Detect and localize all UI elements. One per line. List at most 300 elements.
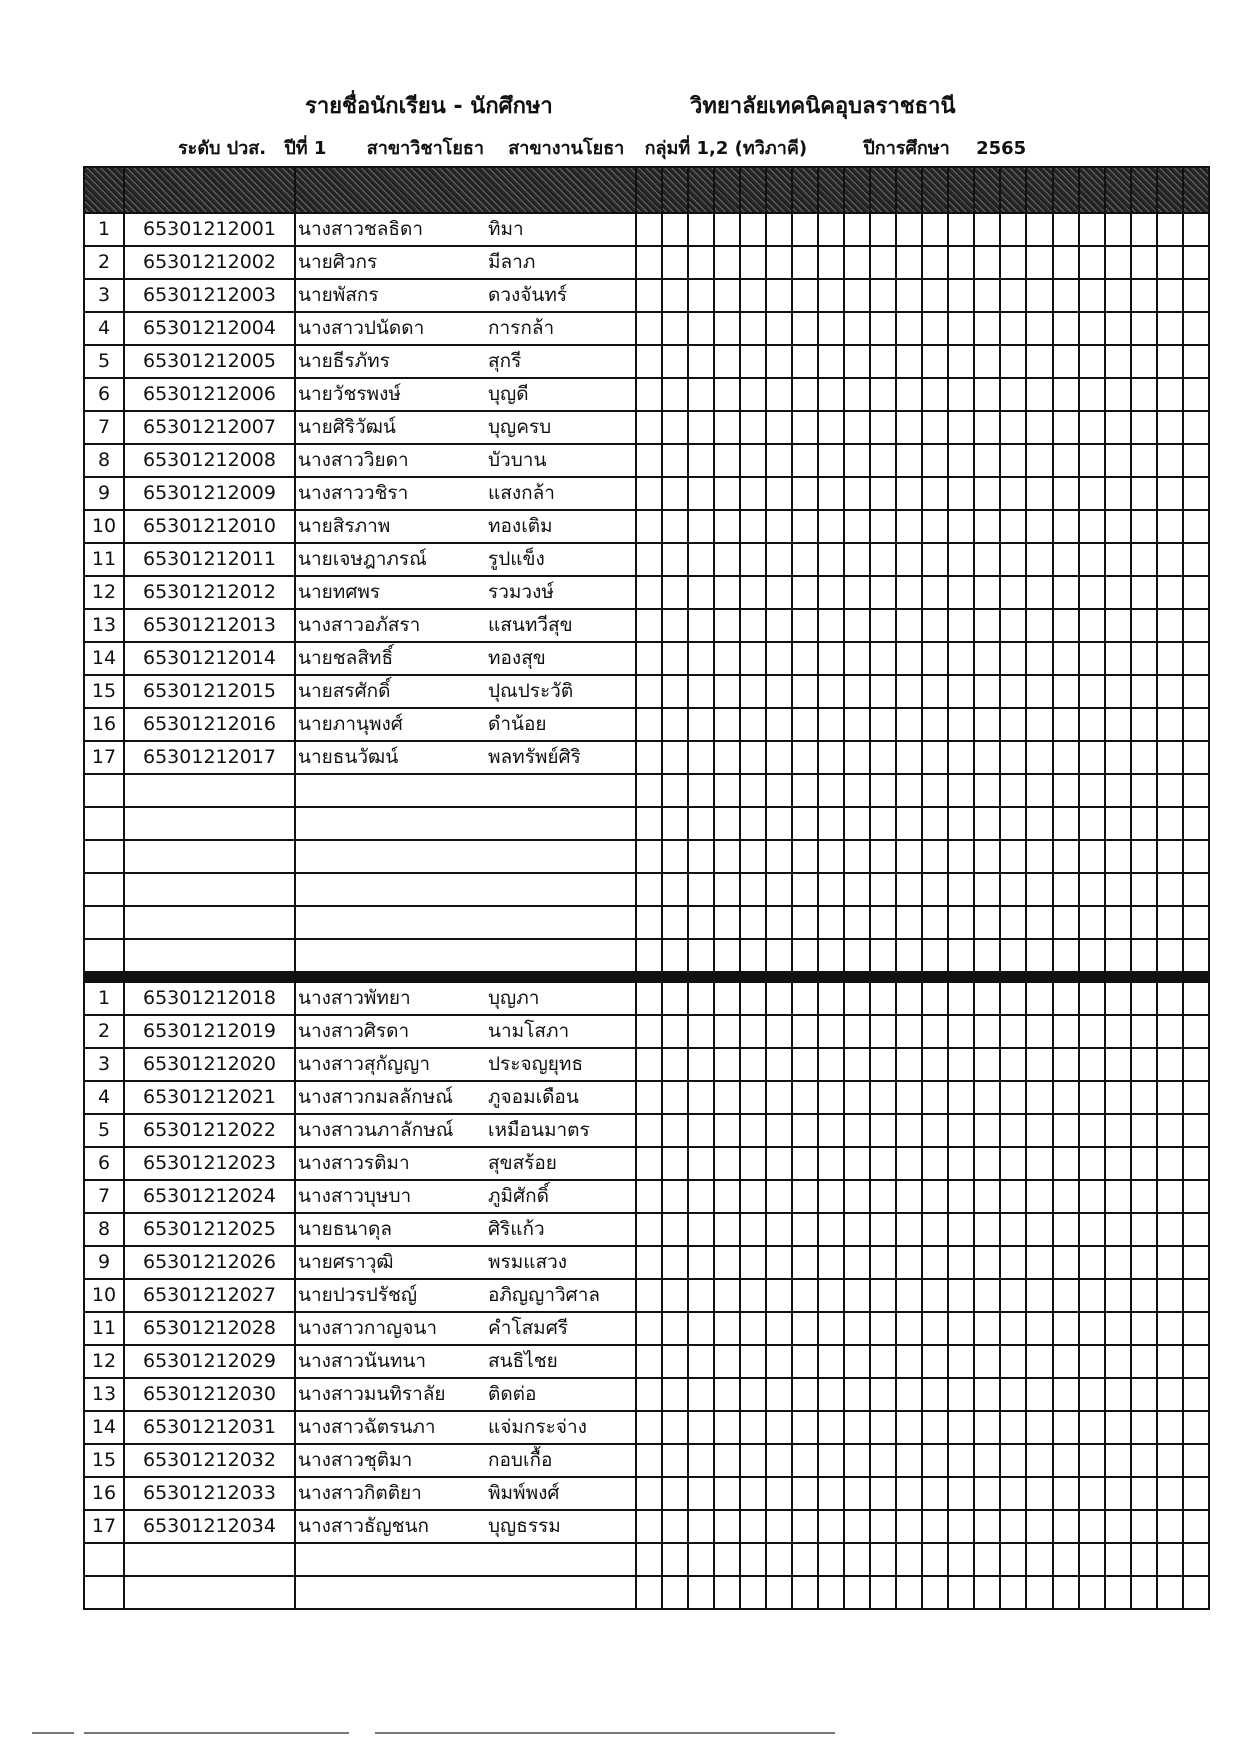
- check-cell[interactable]: [1131, 543, 1157, 576]
- check-cell[interactable]: [714, 1477, 740, 1510]
- check-cell[interactable]: [662, 312, 688, 345]
- check-cell[interactable]: [636, 1345, 662, 1378]
- check-cell[interactable]: [1183, 774, 1209, 807]
- check-cell[interactable]: [636, 642, 662, 675]
- check-cell[interactable]: [714, 1081, 740, 1114]
- check-cell[interactable]: [662, 1048, 688, 1081]
- check-cell[interactable]: [636, 982, 662, 1016]
- check-cell[interactable]: [922, 213, 948, 246]
- check-cell[interactable]: [948, 774, 974, 807]
- check-cell[interactable]: [1157, 378, 1183, 411]
- check-cell[interactable]: [792, 1543, 818, 1576]
- check-cell[interactable]: [740, 1477, 766, 1510]
- check-cell[interactable]: [1026, 246, 1052, 279]
- check-cell[interactable]: [740, 1444, 766, 1477]
- check-cell[interactable]: [636, 411, 662, 444]
- check-cell[interactable]: [844, 576, 870, 609]
- check-cell[interactable]: [1079, 807, 1105, 840]
- check-cell[interactable]: [818, 543, 844, 576]
- check-cell[interactable]: [740, 906, 766, 939]
- check-cell[interactable]: [1053, 609, 1079, 642]
- check-cell[interactable]: [714, 411, 740, 444]
- check-cell[interactable]: [1183, 444, 1209, 477]
- check-cell[interactable]: [974, 444, 1000, 477]
- check-cell[interactable]: [1000, 246, 1026, 279]
- check-cell[interactable]: [766, 510, 792, 543]
- check-cell[interactable]: [766, 576, 792, 609]
- check-cell[interactable]: [1157, 279, 1183, 312]
- check-cell[interactable]: [688, 1114, 714, 1147]
- check-cell[interactable]: [896, 1576, 922, 1609]
- check-cell[interactable]: [844, 840, 870, 873]
- check-cell[interactable]: [688, 1345, 714, 1378]
- check-cell[interactable]: [870, 1510, 896, 1543]
- check-cell[interactable]: [1157, 1081, 1183, 1114]
- check-cell[interactable]: [1053, 1411, 1079, 1444]
- check-cell[interactable]: [1105, 1015, 1131, 1048]
- check-cell[interactable]: [1183, 1246, 1209, 1279]
- check-cell[interactable]: [870, 1477, 896, 1510]
- check-cell[interactable]: [1183, 543, 1209, 576]
- check-cell[interactable]: [1000, 939, 1026, 973]
- check-cell[interactable]: [1053, 1180, 1079, 1213]
- check-cell[interactable]: [740, 477, 766, 510]
- check-cell[interactable]: [688, 213, 714, 246]
- check-cell[interactable]: [844, 873, 870, 906]
- check-cell[interactable]: [922, 1114, 948, 1147]
- check-cell[interactable]: [714, 1015, 740, 1048]
- check-cell[interactable]: [844, 510, 870, 543]
- check-cell[interactable]: [922, 1246, 948, 1279]
- check-cell[interactable]: [948, 1048, 974, 1081]
- check-cell[interactable]: [922, 741, 948, 774]
- check-cell[interactable]: [662, 543, 688, 576]
- check-cell[interactable]: [740, 1411, 766, 1444]
- check-cell[interactable]: [896, 1180, 922, 1213]
- check-cell[interactable]: [766, 1147, 792, 1180]
- check-cell[interactable]: [1079, 982, 1105, 1016]
- check-cell[interactable]: [948, 675, 974, 708]
- check-cell[interactable]: [1157, 1048, 1183, 1081]
- check-cell[interactable]: [1079, 840, 1105, 873]
- check-cell[interactable]: [1157, 345, 1183, 378]
- check-cell[interactable]: [1079, 477, 1105, 510]
- check-cell[interactable]: [896, 774, 922, 807]
- check-cell[interactable]: [792, 510, 818, 543]
- check-cell[interactable]: [766, 1345, 792, 1378]
- check-cell[interactable]: [766, 1543, 792, 1576]
- check-cell[interactable]: [870, 873, 896, 906]
- check-cell[interactable]: [974, 510, 1000, 543]
- check-cell[interactable]: [766, 1114, 792, 1147]
- check-cell[interactable]: [896, 444, 922, 477]
- check-cell[interactable]: [1000, 1180, 1026, 1213]
- check-cell[interactable]: [714, 1246, 740, 1279]
- check-cell[interactable]: [740, 1081, 766, 1114]
- check-cell[interactable]: [870, 543, 896, 576]
- check-cell[interactable]: [1026, 1147, 1052, 1180]
- check-cell[interactable]: [1105, 1180, 1131, 1213]
- check-cell[interactable]: [792, 1081, 818, 1114]
- check-cell[interactable]: [896, 510, 922, 543]
- check-cell[interactable]: [688, 939, 714, 973]
- check-cell[interactable]: [1157, 1180, 1183, 1213]
- check-cell[interactable]: [974, 873, 1000, 906]
- check-cell[interactable]: [714, 279, 740, 312]
- check-cell[interactable]: [792, 1444, 818, 1477]
- check-cell[interactable]: [1079, 1114, 1105, 1147]
- check-cell[interactable]: [636, 708, 662, 741]
- check-cell[interactable]: [1079, 1444, 1105, 1477]
- check-cell[interactable]: [740, 1378, 766, 1411]
- check-cell[interactable]: [818, 939, 844, 973]
- check-cell[interactable]: [948, 1345, 974, 1378]
- check-cell[interactable]: [818, 576, 844, 609]
- check-cell[interactable]: [974, 675, 1000, 708]
- check-cell[interactable]: [740, 312, 766, 345]
- check-cell[interactable]: [922, 1510, 948, 1543]
- check-cell[interactable]: [974, 411, 1000, 444]
- check-cell[interactable]: [1157, 510, 1183, 543]
- check-cell[interactable]: [870, 1147, 896, 1180]
- check-cell[interactable]: [1183, 1378, 1209, 1411]
- check-cell[interactable]: [974, 939, 1000, 973]
- check-cell[interactable]: [792, 873, 818, 906]
- check-cell[interactable]: [792, 246, 818, 279]
- check-cell[interactable]: [974, 1576, 1000, 1609]
- check-cell[interactable]: [1183, 213, 1209, 246]
- check-cell[interactable]: [1000, 1543, 1026, 1576]
- check-cell[interactable]: [870, 642, 896, 675]
- check-cell[interactable]: [766, 675, 792, 708]
- check-cell[interactable]: [1183, 982, 1209, 1016]
- check-cell[interactable]: [948, 642, 974, 675]
- check-cell[interactable]: [818, 510, 844, 543]
- check-cell[interactable]: [714, 1114, 740, 1147]
- check-cell[interactable]: [948, 1279, 974, 1312]
- check-cell[interactable]: [1105, 1510, 1131, 1543]
- check-cell[interactable]: [662, 378, 688, 411]
- check-cell[interactable]: [974, 840, 1000, 873]
- check-cell[interactable]: [688, 906, 714, 939]
- check-cell[interactable]: [922, 1048, 948, 1081]
- check-cell[interactable]: [922, 1345, 948, 1378]
- check-cell[interactable]: [662, 1312, 688, 1345]
- check-cell[interactable]: [792, 543, 818, 576]
- check-cell[interactable]: [688, 543, 714, 576]
- check-cell[interactable]: [688, 378, 714, 411]
- check-cell[interactable]: [1026, 840, 1052, 873]
- check-cell[interactable]: [714, 1147, 740, 1180]
- check-cell[interactable]: [948, 345, 974, 378]
- check-cell[interactable]: [922, 576, 948, 609]
- check-cell[interactable]: [1131, 1279, 1157, 1312]
- check-cell[interactable]: [662, 345, 688, 378]
- check-cell[interactable]: [1157, 1411, 1183, 1444]
- check-cell[interactable]: [1131, 411, 1157, 444]
- check-cell[interactable]: [948, 246, 974, 279]
- check-cell[interactable]: [974, 378, 1000, 411]
- check-cell[interactable]: [870, 741, 896, 774]
- check-cell[interactable]: [792, 609, 818, 642]
- check-cell[interactable]: [844, 1279, 870, 1312]
- check-cell[interactable]: [1183, 411, 1209, 444]
- check-cell[interactable]: [896, 1114, 922, 1147]
- check-cell[interactable]: [818, 807, 844, 840]
- check-cell[interactable]: [636, 279, 662, 312]
- check-cell[interactable]: [1183, 906, 1209, 939]
- check-cell[interactable]: [688, 246, 714, 279]
- check-cell[interactable]: [818, 1081, 844, 1114]
- check-cell[interactable]: [922, 1081, 948, 1114]
- check-cell[interactable]: [1000, 741, 1026, 774]
- check-cell[interactable]: [714, 840, 740, 873]
- check-cell[interactable]: [636, 1444, 662, 1477]
- check-cell[interactable]: [1131, 906, 1157, 939]
- check-cell[interactable]: [766, 246, 792, 279]
- check-cell[interactable]: [922, 1576, 948, 1609]
- check-cell[interactable]: [1053, 741, 1079, 774]
- check-cell[interactable]: [1157, 477, 1183, 510]
- check-cell[interactable]: [1053, 213, 1079, 246]
- check-cell[interactable]: [948, 741, 974, 774]
- check-cell[interactable]: [1026, 1279, 1052, 1312]
- check-cell[interactable]: [1183, 609, 1209, 642]
- check-cell[interactable]: [1079, 1543, 1105, 1576]
- check-cell[interactable]: [870, 1411, 896, 1444]
- check-cell[interactable]: [1105, 477, 1131, 510]
- check-cell[interactable]: [1131, 1510, 1157, 1543]
- check-cell[interactable]: [688, 1015, 714, 1048]
- check-cell[interactable]: [922, 312, 948, 345]
- check-cell[interactable]: [662, 1444, 688, 1477]
- check-cell[interactable]: [688, 411, 714, 444]
- check-cell[interactable]: [1157, 1543, 1183, 1576]
- check-cell[interactable]: [636, 1048, 662, 1081]
- check-cell[interactable]: [1079, 1147, 1105, 1180]
- check-cell[interactable]: [844, 477, 870, 510]
- check-cell[interactable]: [792, 213, 818, 246]
- check-cell[interactable]: [1053, 1048, 1079, 1081]
- check-cell[interactable]: [688, 477, 714, 510]
- check-cell[interactable]: [1026, 675, 1052, 708]
- check-cell[interactable]: [1000, 1279, 1026, 1312]
- check-cell[interactable]: [844, 708, 870, 741]
- check-cell[interactable]: [1053, 642, 1079, 675]
- check-cell[interactable]: [974, 1345, 1000, 1378]
- check-cell[interactable]: [766, 378, 792, 411]
- check-cell[interactable]: [1026, 510, 1052, 543]
- check-cell[interactable]: [818, 1180, 844, 1213]
- check-cell[interactable]: [844, 675, 870, 708]
- check-cell[interactable]: [688, 873, 714, 906]
- check-cell[interactable]: [1053, 873, 1079, 906]
- check-cell[interactable]: [844, 1213, 870, 1246]
- check-cell[interactable]: [818, 1378, 844, 1411]
- check-cell[interactable]: [766, 774, 792, 807]
- check-cell[interactable]: [636, 1081, 662, 1114]
- check-cell[interactable]: [714, 576, 740, 609]
- check-cell[interactable]: [1079, 213, 1105, 246]
- check-cell[interactable]: [844, 213, 870, 246]
- check-cell[interactable]: [922, 840, 948, 873]
- check-cell[interactable]: [870, 213, 896, 246]
- check-cell[interactable]: [1183, 378, 1209, 411]
- check-cell[interactable]: [896, 477, 922, 510]
- check-cell[interactable]: [662, 1279, 688, 1312]
- check-cell[interactable]: [948, 1015, 974, 1048]
- check-cell[interactable]: [1053, 543, 1079, 576]
- check-cell[interactable]: [662, 1114, 688, 1147]
- check-cell[interactable]: [1183, 279, 1209, 312]
- check-cell[interactable]: [896, 576, 922, 609]
- check-cell[interactable]: [844, 906, 870, 939]
- check-cell[interactable]: [636, 1180, 662, 1213]
- check-cell[interactable]: [1053, 1147, 1079, 1180]
- check-cell[interactable]: [974, 246, 1000, 279]
- check-cell[interactable]: [974, 1213, 1000, 1246]
- check-cell[interactable]: [1053, 477, 1079, 510]
- check-cell[interactable]: [948, 873, 974, 906]
- check-cell[interactable]: [766, 411, 792, 444]
- check-cell[interactable]: [818, 1114, 844, 1147]
- check-cell[interactable]: [792, 708, 818, 741]
- check-cell[interactable]: [1105, 576, 1131, 609]
- check-cell[interactable]: [1183, 576, 1209, 609]
- check-cell[interactable]: [896, 1477, 922, 1510]
- check-cell[interactable]: [1105, 774, 1131, 807]
- check-cell[interactable]: [1000, 312, 1026, 345]
- check-cell[interactable]: [636, 576, 662, 609]
- check-cell[interactable]: [1105, 1312, 1131, 1345]
- check-cell[interactable]: [870, 378, 896, 411]
- check-cell[interactable]: [896, 1378, 922, 1411]
- check-cell[interactable]: [1053, 1312, 1079, 1345]
- check-cell[interactable]: [896, 982, 922, 1016]
- check-cell[interactable]: [896, 1345, 922, 1378]
- check-cell[interactable]: [662, 1015, 688, 1048]
- check-cell[interactable]: [662, 873, 688, 906]
- check-cell[interactable]: [870, 312, 896, 345]
- check-cell[interactable]: [1000, 1114, 1026, 1147]
- check-cell[interactable]: [688, 1147, 714, 1180]
- check-cell[interactable]: [792, 279, 818, 312]
- check-cell[interactable]: [688, 1477, 714, 1510]
- check-cell[interactable]: [766, 1246, 792, 1279]
- check-cell[interactable]: [974, 807, 1000, 840]
- check-cell[interactable]: [1105, 1147, 1131, 1180]
- check-cell[interactable]: [870, 1213, 896, 1246]
- check-cell[interactable]: [896, 1312, 922, 1345]
- check-cell[interactable]: [1105, 378, 1131, 411]
- check-cell[interactable]: [766, 906, 792, 939]
- check-cell[interactable]: [714, 906, 740, 939]
- check-cell[interactable]: [792, 345, 818, 378]
- check-cell[interactable]: [714, 1279, 740, 1312]
- check-cell[interactable]: [922, 873, 948, 906]
- check-cell[interactable]: [1131, 1543, 1157, 1576]
- check-cell[interactable]: [766, 807, 792, 840]
- check-cell[interactable]: [1105, 708, 1131, 741]
- check-cell[interactable]: [948, 1312, 974, 1345]
- check-cell[interactable]: [818, 741, 844, 774]
- check-cell[interactable]: [818, 982, 844, 1016]
- check-cell[interactable]: [1079, 939, 1105, 973]
- check-cell[interactable]: [636, 246, 662, 279]
- check-cell[interactable]: [818, 906, 844, 939]
- check-cell[interactable]: [688, 1543, 714, 1576]
- check-cell[interactable]: [792, 906, 818, 939]
- check-cell[interactable]: [662, 576, 688, 609]
- check-cell[interactable]: [948, 1213, 974, 1246]
- check-cell[interactable]: [896, 609, 922, 642]
- check-cell[interactable]: [1131, 312, 1157, 345]
- check-cell[interactable]: [818, 1048, 844, 1081]
- check-cell[interactable]: [740, 576, 766, 609]
- check-cell[interactable]: [922, 411, 948, 444]
- check-cell[interactable]: [922, 642, 948, 675]
- check-cell[interactable]: [636, 1246, 662, 1279]
- check-cell[interactable]: [948, 939, 974, 973]
- check-cell[interactable]: [974, 1378, 1000, 1411]
- check-cell[interactable]: [896, 1444, 922, 1477]
- check-cell[interactable]: [1079, 444, 1105, 477]
- check-cell[interactable]: [662, 1510, 688, 1543]
- check-cell[interactable]: [688, 1378, 714, 1411]
- check-cell[interactable]: [688, 279, 714, 312]
- check-cell[interactable]: [636, 312, 662, 345]
- check-cell[interactable]: [974, 1114, 1000, 1147]
- check-cell[interactable]: [740, 444, 766, 477]
- check-cell[interactable]: [714, 1510, 740, 1543]
- check-cell[interactable]: [948, 543, 974, 576]
- check-cell[interactable]: [1079, 411, 1105, 444]
- check-cell[interactable]: [844, 807, 870, 840]
- check-cell[interactable]: [1131, 279, 1157, 312]
- check-cell[interactable]: [870, 1345, 896, 1378]
- check-cell[interactable]: [1000, 279, 1026, 312]
- check-cell[interactable]: [1131, 510, 1157, 543]
- check-cell[interactable]: [1183, 642, 1209, 675]
- check-cell[interactable]: [896, 246, 922, 279]
- check-cell[interactable]: [844, 1114, 870, 1147]
- check-cell[interactable]: [688, 807, 714, 840]
- check-cell[interactable]: [662, 1576, 688, 1609]
- check-cell[interactable]: [740, 543, 766, 576]
- check-cell[interactable]: [740, 840, 766, 873]
- check-cell[interactable]: [974, 213, 1000, 246]
- check-cell[interactable]: [922, 774, 948, 807]
- check-cell[interactable]: [1105, 873, 1131, 906]
- check-cell[interactable]: [740, 609, 766, 642]
- check-cell[interactable]: [922, 1279, 948, 1312]
- check-cell[interactable]: [844, 444, 870, 477]
- check-cell[interactable]: [1183, 312, 1209, 345]
- check-cell[interactable]: [766, 1378, 792, 1411]
- check-cell[interactable]: [662, 1411, 688, 1444]
- check-cell[interactable]: [948, 477, 974, 510]
- check-cell[interactable]: [1183, 939, 1209, 973]
- check-cell[interactable]: [1131, 213, 1157, 246]
- check-cell[interactable]: [818, 873, 844, 906]
- check-cell[interactable]: [1079, 1213, 1105, 1246]
- check-cell[interactable]: [1053, 807, 1079, 840]
- check-cell[interactable]: [1079, 312, 1105, 345]
- check-cell[interactable]: [870, 246, 896, 279]
- check-cell[interactable]: [870, 774, 896, 807]
- check-cell[interactable]: [740, 510, 766, 543]
- check-cell[interactable]: [818, 1147, 844, 1180]
